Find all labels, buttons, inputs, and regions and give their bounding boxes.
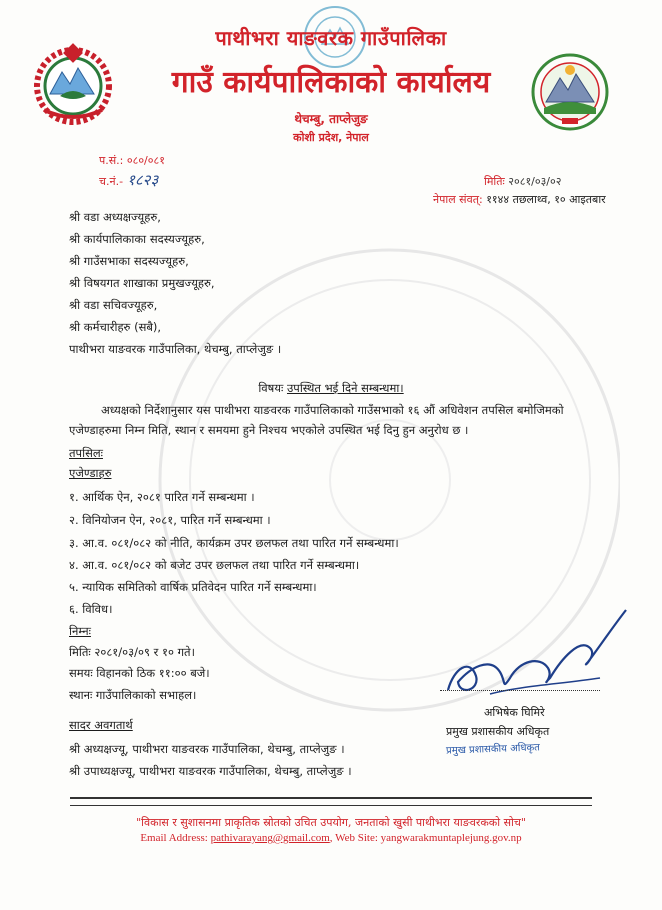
date-value: २०८१/०३/०२ (508, 175, 562, 188)
agenda-item: ३. आ.व. ०८१/०८२ को नीति, कार्यक्रम उपर छलफल तथा पारित गर्ने सम्बन्धमा। (69, 536, 399, 550)
cc-item: श्री उपाध्यक्षज्यू, पाथीभरा याङवरक गाउँपालिका, थेचम्बु, ताप्लेजुङ । (69, 764, 352, 778)
website-link[interactable]: yangwarakmuntaplejung.gov.np (380, 832, 522, 844)
nepal-samvat-value: ११४४ तछलाथ्व, १० आइतबार (486, 193, 606, 206)
agenda-item: ४. आ.व. ०८१/०८२ को बजेट उपर छलफल तथा पारित गर्ने सम्बन्धमा। (69, 558, 360, 572)
dispatch-value-handwritten: १८२३ (127, 171, 159, 189)
recipient-line: श्री गाउँसभाका सदस्यज्यूहरु, (69, 254, 189, 268)
email-label: Email Address: (140, 832, 208, 844)
meeting-detail: मितिः २०८१/०३/०९ र १० गते। (69, 645, 195, 659)
email-link[interactable]: pathivarayang@gmail.com (210, 832, 330, 844)
signatory-name: अभिषेक घिमिरे (484, 706, 545, 719)
cc-heading: सादर अवगतार्थ (69, 718, 133, 732)
letter-date (484, 174, 561, 189)
signature-line (440, 690, 600, 691)
agenda-item: १. आर्थिक ऐन, २०८१ पारित गर्ने सम्बन्धमा । (69, 490, 255, 504)
meeting-detail: समयः विहानको ठिक ११:०० बजे। (69, 666, 210, 680)
recipient-line: श्री कार्यपालिकाका सदस्यज्यूहरु, (69, 232, 205, 246)
official-stamp: प्रमुख प्रशासकीय अधिकृत (445, 742, 541, 757)
office-address-line2: कोशी प्रदेश, नेपाल (293, 131, 369, 144)
office-address-line1: थेचम्बु, ताप्लेजुङ (294, 112, 368, 126)
recipient-line: श्री विषयगत शाखाका प्रमुखज्यूहरु, (69, 276, 215, 290)
reference-value: ०८०/०८१ (126, 154, 165, 167)
nepal-samvat-date (433, 192, 606, 207)
nepal-samvat-label: नेपाल संवत्: (433, 193, 483, 206)
agenda-item: ५. न्यायिक समितिको वार्षिक प्रतिवेदन पारित गर्ने सम्बन्धमा। (69, 580, 317, 594)
dispatch-number (99, 170, 158, 190)
body-paragraph: अध्यक्षको निर्देशानुसार यस पाथीभरा याङवरक गाउँपालिकाको गाउँसभाको १६ औं अधिवेशन तपसिल बमोजिमको एजेण्डाहरुमा निम्न मिति, स्थान र समयमा हुने निश्चय भएकोले उपस्थित भई दिनु हुन अनुरोध छ । (69, 403, 564, 437)
footer-divider (70, 797, 592, 806)
subject-label: विषयः (258, 381, 284, 395)
letter-subject (0, 381, 662, 396)
tapasil-heading: तपसिलः (69, 446, 103, 460)
agenda-item: ६. विविध। (69, 602, 113, 616)
signature-icon (430, 598, 640, 708)
reference-label: प.सं.: (99, 154, 124, 167)
reference-number (99, 153, 165, 168)
recipient-line: पाथीभरा याङवरक गाउँपालिका, थेचम्बु, ताप्लेजुङ । (69, 342, 282, 356)
agenda-item: २. विनियोजन ऐन, २०८१, पारित गर्ने सम्बन्धमा । (69, 513, 271, 527)
date-label: मितिः (484, 175, 505, 188)
recipient-line: श्री वडा अध्यक्षज्यूहरु, (69, 210, 161, 224)
recipient-line: श्री वडा सचिवज्यूहरु, (69, 298, 158, 312)
agenda-heading: एजेण्डाहरु (69, 466, 112, 480)
meeting-heading: निम्नः (69, 624, 91, 638)
organization-name: पाथीभरा याङवरक गाउँपालिका (215, 26, 447, 50)
subject-text: उपस्थित भई दिने सम्बन्धमा। (286, 381, 404, 395)
footer-contacts: Email Address: pathivarayang@gmail.com, Web Site: yangwarakmuntaplejung.gov.np (140, 832, 522, 844)
cc-item: श्री अध्यक्षज्यू, पाथीभरा याङवरक गाउँपालिका, थेचम्बु, ताप्लेजुङ । (69, 742, 345, 756)
footer-motto: "विकास र सुशासनमा प्राकृतिक स्रोतको उचित उपयोग, जनताको खुसी पाथीभरा याङवरकको सोच" (136, 816, 526, 829)
meeting-detail: स्थानः गाउँपालिकाको सभाहल। (69, 688, 197, 702)
recipient-line: श्री कर्मचारीहरु (सबै), (69, 320, 162, 334)
office-name: गाउँ कार्यपालिकाको कार्यालय (171, 65, 491, 100)
signatory-title: प्रमुख प्रशासकीय अधिकृत (446, 725, 550, 738)
website-label: Web Site: (335, 832, 378, 844)
dispatch-label: च.नं.- (99, 175, 124, 188)
